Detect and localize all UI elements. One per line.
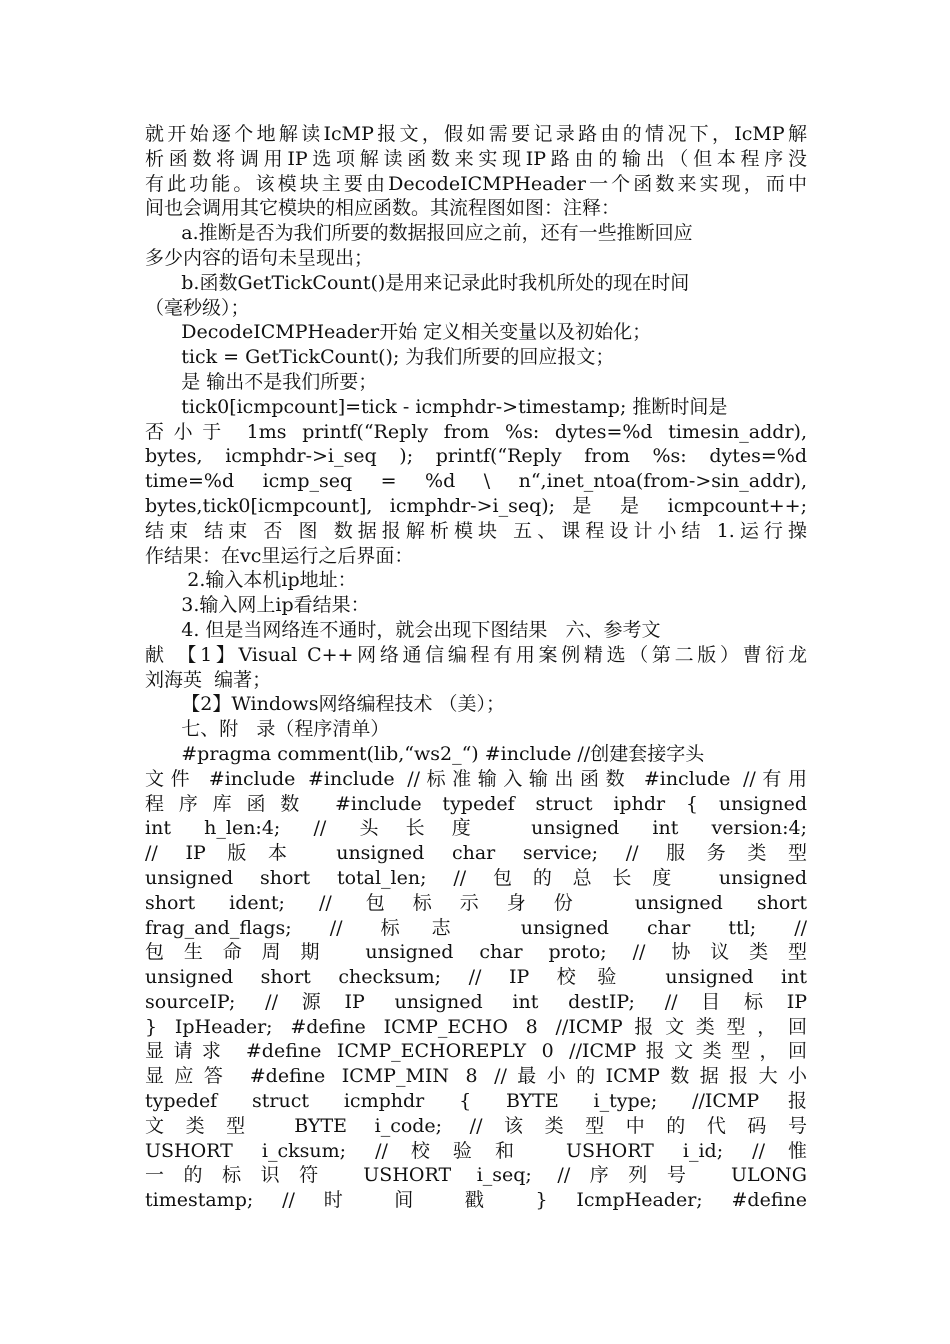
text-line: timestamp; // 时 间 戳 } IcmpHeader; #define [145,1189,807,1212]
text-line: bytes, icmphdr->i_seq ); printf(“Reply from %s: dytes=%d [145,445,807,468]
text-line: 2.输入本机ip地址： [145,569,357,592]
text-line: #pragma comment(lib,“ws2_“) #include //创建套接字头 [145,742,705,765]
text-line: 作结果：在vc里运行之后界面： [145,544,414,567]
text-line: // IP版本 unsigned char service; // 服务类型 [145,842,807,865]
text-line: b.函数GetTickCount()是用来记录此时我机所处的现在时间 [145,271,690,294]
text-line: 析函数将调用IP选项解读函数来实现IP路由的输出（但本程序没 [145,147,807,170]
text-line: 多少内容的语句未呈现出； [145,246,374,269]
text-line: 显请求 #define ICMP_ECHOREPLY 0 //ICMP报文类型，回 [145,1040,807,1063]
text-line: 【2】Windows网络编程技术 （美）； [145,693,505,716]
text-line: 3.输入网上ip看结果： [145,594,370,617]
text-line: unsigned short checksum; // IP 校验 unsigned int [145,966,807,989]
text-line: 一的标识符 USHORT i_seq; //序列号 ULONG [145,1164,807,1187]
text-line: 间也会调用其它模块的相应函数。其流程图如图：注释： [145,197,621,220]
text-line: frag_and_flags; // 标志 unsigned char ttl; // [145,916,807,939]
text-line: DecodeICMPHeader开始 定义相关变量以及初始化； [145,321,652,344]
text-line: 包生命周期 unsigned char proto; // 协议类型 [145,941,807,964]
text-line: sourceIP; //源IP unsigned int destIP; //目标IP [145,990,807,1013]
text-line: a.推断是否为我们所要的数据报回应之前，还有一些推断回应 [145,222,693,245]
text-line: short ident; // 包标示身份 unsigned short [145,891,807,914]
text-line: 是 输出不是我们所要； [145,370,378,393]
text-line: 否小于 1ms printf(“Reply from %s: dytes=%d timesin_addr), [145,420,807,443]
text-line: 文件 #include #include //标准输入输出函数 #include //有用 [145,767,807,790]
text-line: （毫秒级）； [145,296,250,319]
text-line: 献 【1】Visual C++网络通信编程有用案例精选（第二版）曹衍龙 [145,643,807,666]
text-line: tick = GetTickCount(); 为我们所要的回应报文； [145,346,615,369]
text-line: int h_len:4; // 头长度 unsigned int version:4; [145,817,807,840]
text-line: tick0[icmpcount]=tick - icmphdr->timestamp; 推断时间是 [145,395,728,418]
text-line: 文类型 BYTE i_code; //该类型中的代码号 [145,1114,807,1137]
text-line: 结束 结束 否 图 数据报解析模块 五、课程设计小结 1.运行操 [145,519,807,542]
text-line: 4. 但是当网络连不通时，就会出现下图结果 六、参考文 [145,618,661,641]
text-line: 刘海英 编著； [145,668,272,691]
text-line: 显应答 #define ICMP_MIN 8 //最小的ICMP数据报大小 [145,1065,807,1088]
text-line: typedef struct icmphdr { BYTE i_type; //ICMP报 [145,1090,807,1113]
text-line: 程序库函数 #include typedef struct iphdr { unsigned [145,792,807,815]
text-line: bytes,tick0[icmpcount], icmphdr->i_seq); 是 是 icmpcount++; [145,494,807,517]
text-line: unsigned short total_len; // 包的总长度 unsigned [145,866,807,889]
text-line: } IpHeader; #define ICMP_ECHO 8 //ICMP报文类型，回 [145,1015,807,1038]
text-line: 就开始逐个地解读IcMP报文，假如需要记录路由的情况下，IcMP解 [145,123,807,145]
text-line: USHORT i_cksum; //校验和 USHORT i_id; //惟 [145,1139,807,1162]
document-body [145,122,807,1213]
text-line: 有此功能。该模块主要由DecodeICMPHeader一个函数来实现，而中 [145,172,807,195]
text-line: time=%d icmp_seq = %d \ n“,inet_ntoa(from->sin_addr), [145,470,807,493]
text-line: 七、附 录（程序清单） [145,718,390,741]
